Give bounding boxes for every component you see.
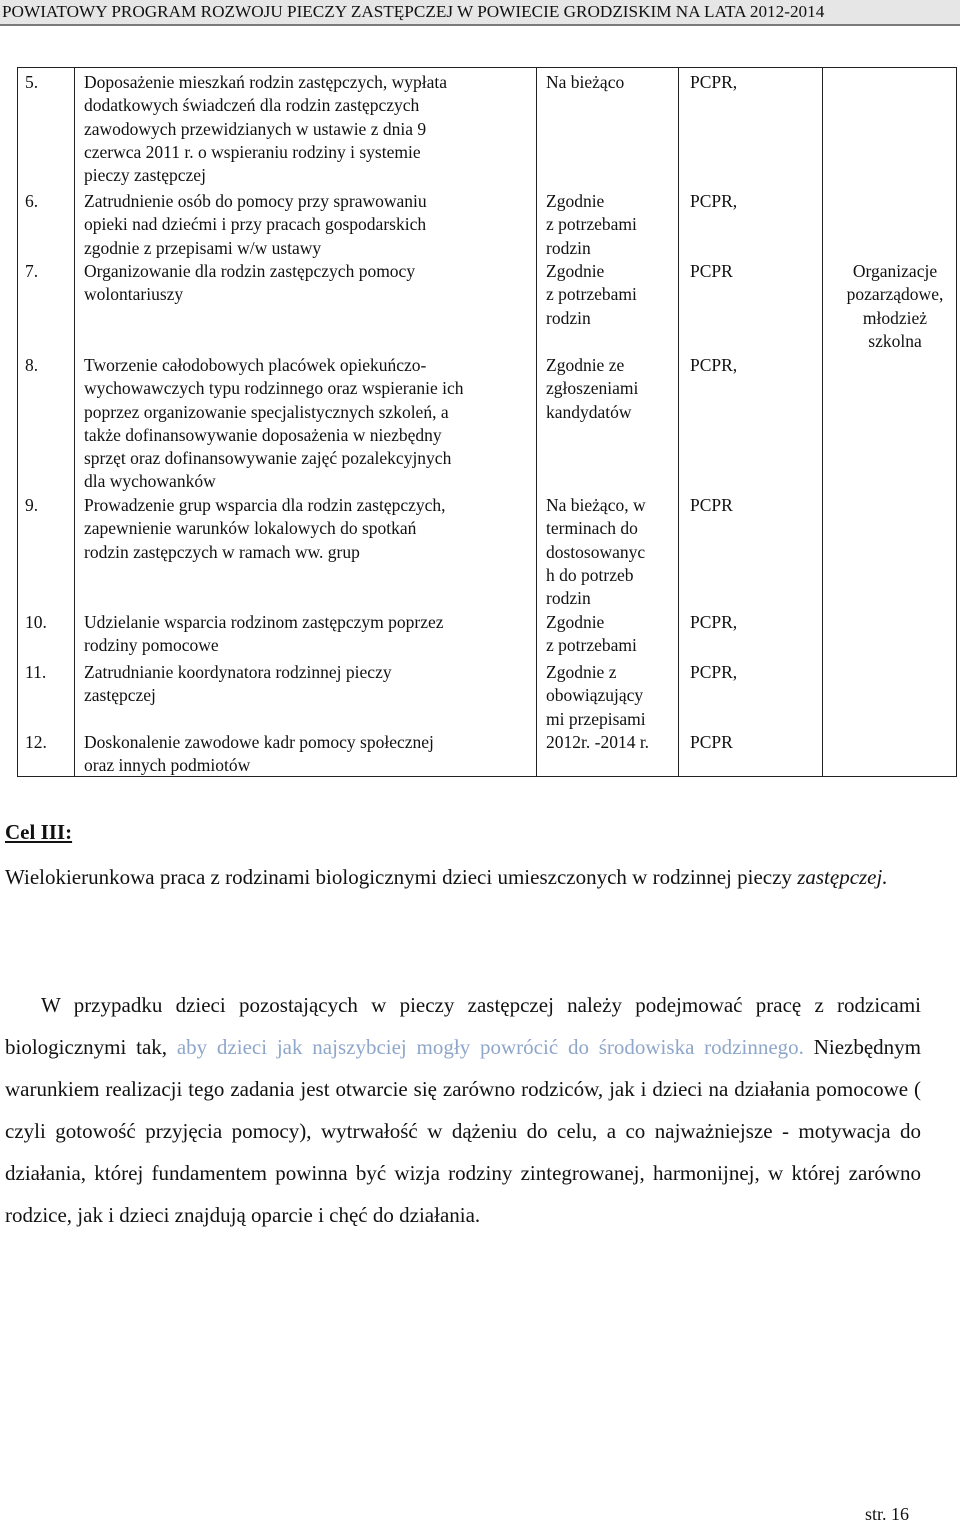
row-deadline-line: h do potrzeb bbox=[546, 564, 634, 585]
row-deadline-line: rodzin bbox=[546, 588, 591, 609]
section-subtitle bbox=[5, 860, 955, 894]
row-responsible: PCPR, bbox=[690, 612, 738, 632]
row-number: 10. bbox=[25, 612, 47, 632]
row-deadline bbox=[546, 260, 676, 330]
body-text-highlight: aby dzieci jak najszybciej mogły powrócić do środowiska rodzinnego. bbox=[176, 1035, 804, 1059]
task-description bbox=[84, 661, 534, 708]
row-responsible: PCPR bbox=[690, 261, 733, 281]
task-description-line: Zatrudnianie koordynatora rodzinnej pieczy bbox=[84, 662, 392, 682]
column-divider bbox=[74, 68, 75, 776]
subtitle-italic: zastępczej. bbox=[797, 865, 888, 889]
row-deadline-line: Zgodnie bbox=[546, 191, 605, 211]
row-deadline bbox=[546, 354, 676, 424]
body-paragraph bbox=[5, 984, 921, 1236]
task-description-line: Doposażenie mieszkań rodzin zastępczych, wypłata bbox=[84, 72, 447, 92]
row-deadline bbox=[546, 190, 676, 260]
body-text-part3: Niezbędnym warunkiem realizacji tego zadania jest otwarcie się zarówno rodziców, jak i dzieci na działania pomocowe ( czyli gotowość przyjęcia pomocy), wytrwałość w dążeniu do celu, a co najważniejsze - motywacja do działania, której fundamentem powinna być wizja rodziny zintegrowanej, harmonijnej, w której zarówno rodzice, jak i dzieci znajdują oparcie i chęć do działania. bbox=[5, 1035, 921, 1227]
row-deadline-line: Zgodnie ze bbox=[546, 355, 625, 375]
row-deadline bbox=[546, 661, 676, 731]
task-description-line: także dofinansowywanie doposażenia w niezbędny bbox=[84, 424, 442, 445]
task-description-line: poprzez organizowanie specjalistycznych szkoleń, a bbox=[84, 401, 449, 422]
body-text-part1: W przypadku dzieci pozostających w pieczy zastępczej należy podejmować pracę z rodzicami biologicznymi tak, bbox=[5, 993, 921, 1059]
row-responsible: PCPR bbox=[690, 732, 733, 752]
row-deadline-line: z potrzebami bbox=[546, 284, 637, 305]
row-number: 8. bbox=[25, 355, 39, 375]
row-number: 5. bbox=[25, 72, 39, 92]
row-deadline-line: Zgodnie bbox=[546, 261, 605, 281]
row-partners bbox=[832, 260, 958, 353]
task-description-line: rodzin zastępczych w ramach ww. grup bbox=[84, 541, 360, 562]
task-description bbox=[84, 71, 534, 187]
row-deadline-line: zgłoszeniami bbox=[546, 378, 639, 399]
task-description-line: Tworzenie całodobowych placówek opiekuńczo- bbox=[84, 355, 427, 375]
task-description-line: dla wychowanków bbox=[84, 471, 216, 492]
task-description-line: zapewnienie warunków lokalowych do spotkań bbox=[84, 518, 417, 539]
row-deadline-line: Na bieżąco bbox=[546, 72, 625, 92]
row-deadline-line: obowiązujący bbox=[546, 685, 644, 706]
row-partners-line: Organizacje bbox=[852, 261, 938, 281]
row-partners-line: pozarządowe, bbox=[846, 284, 944, 305]
row-deadline-line: 2012r. -2014 r. bbox=[546, 732, 650, 752]
task-description-line: oraz innych podmiotów bbox=[84, 755, 251, 776]
task-description-line: wolontariuszy bbox=[84, 284, 184, 305]
task-description-line: pieczy zastępczej bbox=[84, 165, 206, 186]
row-number: 6. bbox=[25, 191, 39, 211]
column-divider bbox=[678, 68, 679, 776]
row-deadline-line: terminach do bbox=[546, 518, 638, 539]
row-deadline-line: z potrzebami bbox=[546, 214, 637, 235]
task-description-line: rodziny pomocowe bbox=[84, 635, 219, 656]
task-description bbox=[84, 354, 534, 494]
row-responsible: PCPR, bbox=[690, 191, 738, 211]
task-description-line: Zatrudnienie osób do pomocy przy sprawowaniu bbox=[84, 191, 427, 211]
row-deadline bbox=[546, 731, 676, 754]
row-deadline-line: dostosowanyc bbox=[546, 541, 646, 562]
row-deadline-line: rodzin bbox=[546, 307, 591, 328]
row-deadline-line: z potrzebami bbox=[546, 635, 637, 656]
row-deadline-line: Zgodnie bbox=[546, 612, 605, 632]
row-deadline-line: Na bieżąco, w bbox=[546, 495, 646, 515]
page-number: str. 16 bbox=[865, 1504, 910, 1524]
row-responsible: PCPR bbox=[690, 495, 733, 515]
row-deadline bbox=[546, 494, 676, 610]
task-description-line: zawodowych przewidzianych w ustawie z dnia 9 bbox=[84, 118, 427, 139]
row-deadline-line: rodzin bbox=[546, 237, 591, 258]
row-number: 7. bbox=[25, 261, 39, 281]
row-deadline-line: kandydatów bbox=[546, 401, 632, 422]
task-description-line: zgodnie z przepisami w/w ustawy bbox=[84, 237, 322, 258]
column-divider bbox=[536, 68, 537, 776]
task-description-line: wychowawczych typu rodzinnego oraz wspieranie ich bbox=[84, 378, 464, 399]
task-description bbox=[84, 260, 534, 307]
task-description-line: dodatkowych świadczeń dla rodzin zastępczych bbox=[84, 95, 420, 116]
section-heading: Cel III: bbox=[5, 820, 73, 844]
task-description-line: Organizowanie dla rodzin zastępczych pomocy bbox=[84, 261, 416, 281]
row-number: 12. bbox=[25, 732, 47, 752]
row-deadline bbox=[546, 611, 676, 658]
row-responsible: PCPR, bbox=[690, 662, 738, 682]
page-header bbox=[0, 0, 960, 26]
subtitle-text: Wielokierunkowa praca z rodzinami biologicznymi dzieci umieszczonych w rodzinnej pieczy bbox=[5, 865, 798, 889]
task-description-line: sprzęt oraz dofinansowywanie zajęć pozalekcyjnych bbox=[84, 448, 452, 469]
task-description bbox=[84, 731, 534, 778]
task-description-line: czerwca 2011 r. o wspieraniu rodziny i systemie bbox=[84, 141, 421, 162]
tasks-table bbox=[17, 67, 957, 777]
row-responsible: PCPR, bbox=[690, 355, 738, 375]
task-description bbox=[84, 611, 534, 658]
row-number: 11. bbox=[25, 662, 47, 682]
task-description-line: zastępczej bbox=[84, 685, 156, 706]
row-partners-line: młodzież bbox=[862, 307, 928, 328]
header-title: POWIATOWY PROGRAM ROZWOJU PIECZY ZASTĘPCZEJ W POWIECIE GRODZISKIM NA LATA 2012-2014 bbox=[2, 2, 825, 21]
task-description-line: Doskonalenie zawodowe kadr pomocy społecznej bbox=[84, 732, 434, 752]
task-description-line: Udzielanie wsparcia rodzinom zastępczym poprzez bbox=[84, 612, 444, 632]
row-deadline bbox=[546, 71, 676, 94]
column-divider bbox=[822, 68, 823, 776]
row-number: 9. bbox=[25, 495, 39, 515]
row-partners-line: szkolna bbox=[868, 330, 922, 351]
row-deadline-line: mi przepisami bbox=[546, 708, 646, 729]
task-description bbox=[84, 494, 534, 564]
row-responsible: PCPR, bbox=[690, 72, 738, 92]
row-deadline-line: Zgodnie z bbox=[546, 662, 617, 682]
task-description-line: Prowadzenie grup wsparcia dla rodzin zastępczych, bbox=[84, 495, 446, 515]
task-description bbox=[84, 190, 534, 260]
task-description-line: opieki nad dziećmi i przy pracach gospodarskich bbox=[84, 214, 427, 235]
